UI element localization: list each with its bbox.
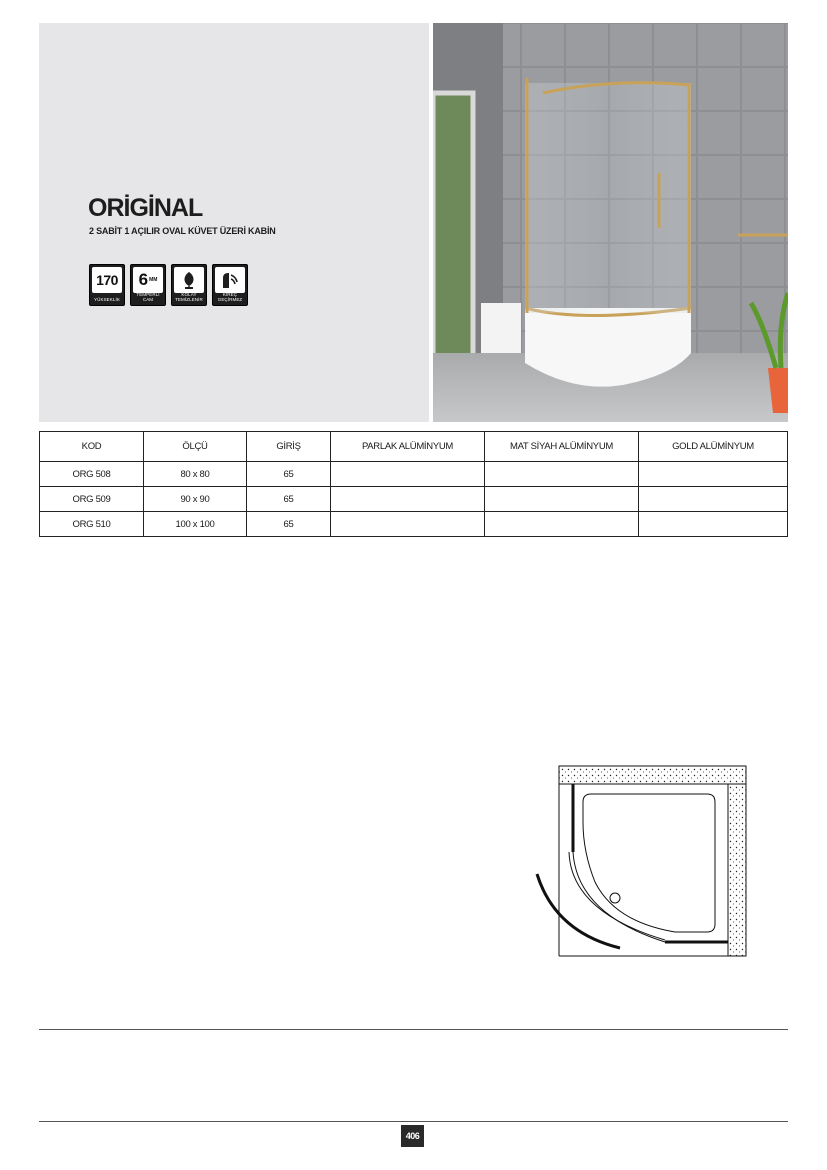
- cell-gold: [639, 487, 788, 512]
- table-row: [40, 487, 788, 512]
- cell-kod: ORG 510: [40, 512, 144, 537]
- cell-kod: ORG 508: [40, 462, 144, 487]
- height-label: YÜKSEKLİK: [94, 297, 120, 302]
- eco-label: KOLAY TEMİZLENİR: [175, 292, 203, 302]
- cell-giris: 65: [247, 512, 331, 537]
- eco-badge: [171, 264, 207, 306]
- footer-divider: [39, 1121, 788, 1122]
- col-giris: GİRİŞ: [247, 432, 331, 462]
- page-number: 406: [401, 1125, 424, 1147]
- cell-gold: [639, 462, 788, 487]
- repellent-badge: [212, 264, 248, 306]
- cell-gold: [639, 512, 788, 537]
- glass-badge: [130, 264, 166, 306]
- cell-olcu: 80 x 80: [144, 462, 247, 487]
- floor-plan-diagram: [525, 762, 750, 958]
- col-olcu: ÖLÇÜ: [144, 432, 247, 462]
- col-parlak: PARLAK ALÜMİNYUM: [331, 432, 485, 462]
- divider-line: [39, 1029, 788, 1030]
- col-gold: GOLD ALÜMİNYUM: [639, 432, 788, 462]
- cell-mat-siyah: [485, 512, 639, 537]
- shower-cabin-illustration: [433, 23, 788, 422]
- table-row: [40, 512, 788, 537]
- cell-parlak: [331, 462, 485, 487]
- height-badge: [89, 264, 125, 306]
- glass-label: TEMPERLİ CAM: [136, 292, 160, 302]
- height-value: 170: [92, 267, 122, 293]
- cell-kod: ORG 509: [40, 487, 144, 512]
- feature-badges: [89, 264, 248, 306]
- cell-olcu: 90 x 90: [144, 487, 247, 512]
- cell-giris: 65: [247, 487, 331, 512]
- cell-mat-siyah: [485, 487, 639, 512]
- cell-mat-siyah: [485, 462, 639, 487]
- repellent-label: KİREÇ GEÇİRMEZ: [217, 292, 243, 302]
- product-table: [39, 431, 788, 537]
- col-mat-siyah: MAT SİYAH ALÜMİNYUM: [485, 432, 639, 462]
- cell-parlak: [331, 512, 485, 537]
- glass-value: 6: [138, 270, 149, 289]
- eco-leaf-icon: [174, 267, 204, 293]
- cell-olcu: 100 x 100: [144, 512, 247, 537]
- glass-thickness: [133, 267, 163, 293]
- table-row: [40, 462, 788, 487]
- cell-giris: 65: [247, 462, 331, 487]
- product-photo: [433, 23, 788, 422]
- product-title: ORİGİNAL: [88, 194, 203, 222]
- product-subtitle: 2 SABİT 1 AÇILIR OVAL KÜVET ÜZERİ KABİN: [89, 226, 276, 236]
- glass-unit: MM: [149, 277, 158, 283]
- water-repellent-icon: [215, 267, 245, 293]
- cell-parlak: [331, 487, 485, 512]
- col-kod: KOD: [40, 432, 144, 462]
- table-header-row: [40, 432, 788, 462]
